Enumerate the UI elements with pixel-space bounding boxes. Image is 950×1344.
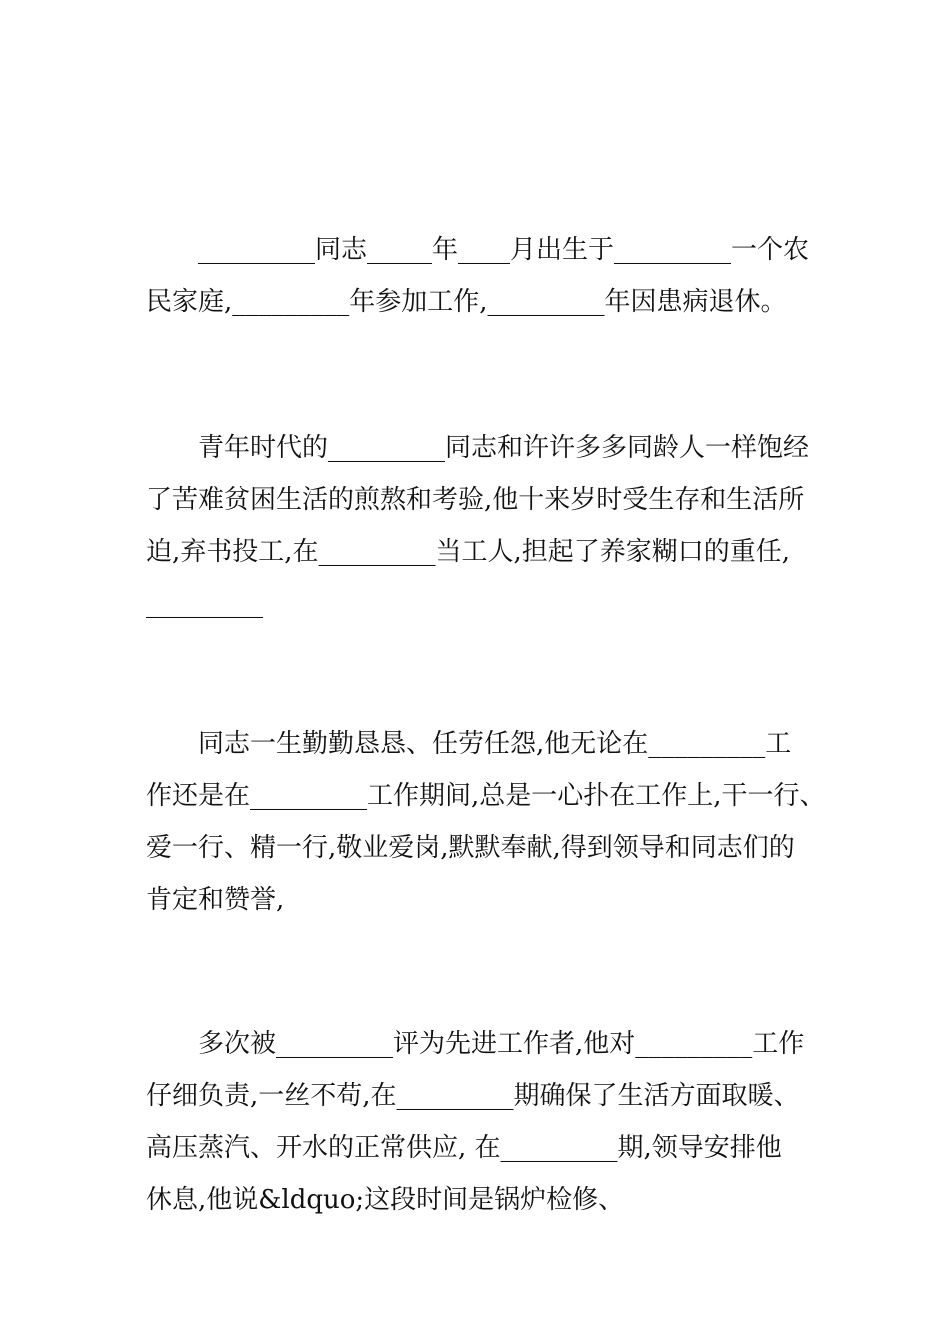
line-text: 迫,弃书投工,在_________当工人,担起了养家糊口的重任, xyxy=(146,537,791,567)
paragraph-line xyxy=(146,526,846,578)
line-text: 仔细负责,一丝不苟,在_________期确保了生活方面取暖、 xyxy=(146,1081,800,1111)
paragraph-3 xyxy=(146,718,846,926)
paragraph-4 xyxy=(146,1018,846,1226)
line-text: _________ xyxy=(146,589,263,619)
paragraph-line xyxy=(146,770,846,822)
paragraph-line xyxy=(146,578,846,630)
paragraph-line xyxy=(146,874,846,926)
paragraph-line xyxy=(146,1122,846,1174)
line-text: 肯定和赞誉, xyxy=(146,885,285,915)
paragraph-line xyxy=(146,474,846,526)
line-text: 休息,他说&ldquo;这段时间是锅炉检修、 xyxy=(146,1185,625,1215)
line-text: 同志一生勤勤恳恳、任劳任怨,他无论在_________工 xyxy=(198,729,792,759)
paragraph-1 xyxy=(146,224,846,328)
paragraph-2 xyxy=(146,422,846,630)
line-text: 作还是在_________工作期间,总是一心扑在工作上,干一行、 xyxy=(146,781,826,811)
line-text: 高压蒸汽、开水的正常供应, 在_________期,领导安排他 xyxy=(146,1133,782,1163)
line-text: 青年时代的_________同志和许许多多同龄人一样饱经 xyxy=(198,433,810,463)
line-text: 多次被_________评为先进工作者,他对_________工作 xyxy=(198,1029,805,1059)
line-text: _________同志_____年____月出生于_________一个农 xyxy=(198,235,810,265)
paragraph-line xyxy=(146,276,846,328)
paragraph-line xyxy=(146,1070,846,1122)
paragraph-line xyxy=(146,224,846,276)
line-text: 民家庭,_________年参加工作,_________年因患病退休。 xyxy=(146,287,787,317)
line-text: 了苦难贫困生活的煎熬和考验,他十来岁时受生存和生活所 xyxy=(146,485,805,515)
paragraph-line xyxy=(146,822,846,874)
paragraph-line xyxy=(146,1174,846,1226)
paragraph-line xyxy=(146,422,846,474)
paragraph-line xyxy=(146,1018,846,1070)
paragraph-line xyxy=(146,718,846,770)
line-text: 爱一行、精一行,敬业爱岗,默默奉献,得到领导和同志们的 xyxy=(146,833,795,863)
